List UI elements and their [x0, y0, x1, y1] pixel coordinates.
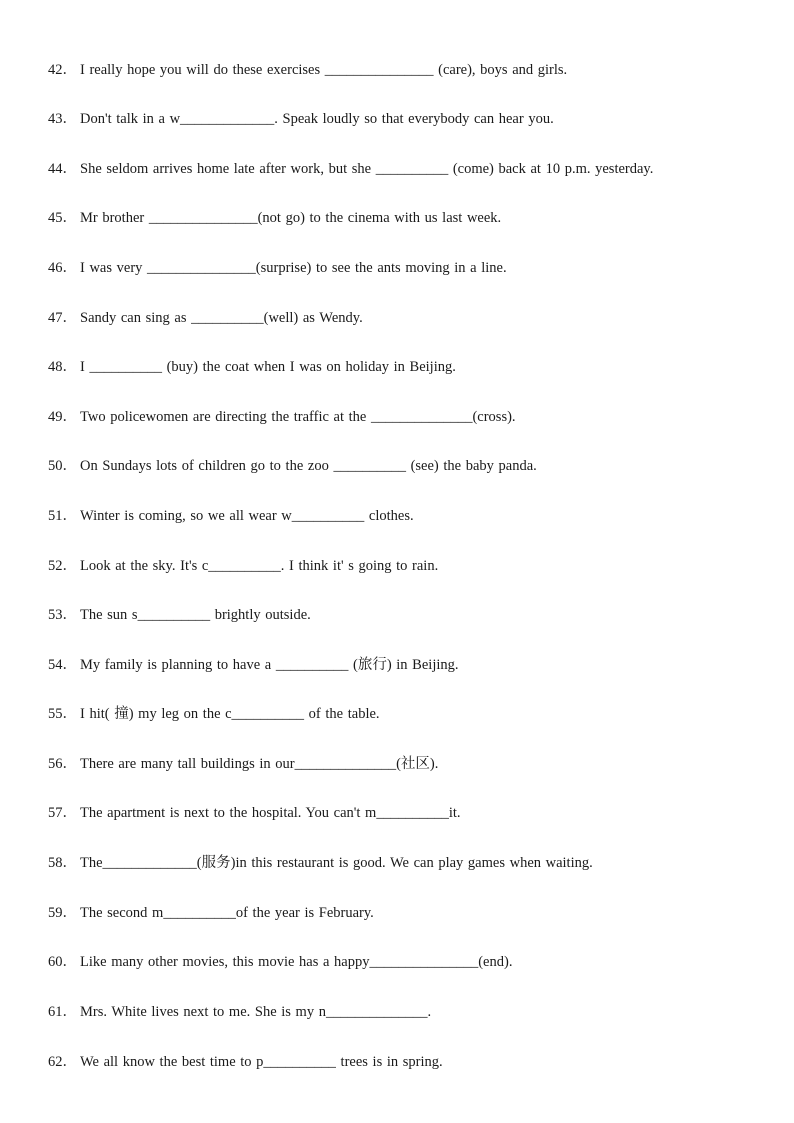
question-text: The apartment is next to the hospital. You can't m__________it. [80, 805, 461, 821]
question-51 [48, 504, 414, 528]
question-text: We all know the best time to p__________ trees is in spring. [80, 1054, 443, 1070]
question-number: 54． [48, 657, 77, 673]
question-49 [48, 405, 516, 429]
question-number: 56． [48, 756, 77, 772]
question-number: 53． [48, 607, 77, 623]
question-number: 52． [48, 558, 77, 574]
question-text: Winter is coming, so we all wear w__________ clothes. [80, 508, 414, 524]
question-47 [48, 306, 363, 330]
question-number: 44． [48, 161, 77, 177]
question-text: The_____________(服务)in this restaurant is good. We can play games when waiting. [80, 855, 593, 871]
question-number: 59． [48, 905, 77, 921]
question-57 [48, 801, 461, 825]
question-62 [48, 1050, 443, 1074]
question-number: 43． [48, 111, 77, 127]
question-text: Look at the sky. It's c__________. I think it' s going to rain. [80, 558, 439, 574]
question-text: She seldom arrives home late after work, but she __________ (come) back at 10 p.m. yesterday. [80, 161, 654, 177]
question-56 [48, 752, 438, 776]
question-44 [48, 157, 653, 181]
question-text: Mr brother _______________(not go) to the cinema with us last week. [80, 210, 502, 226]
question-55 [48, 702, 380, 726]
question-43 [48, 107, 554, 131]
question-number: 62． [48, 1054, 77, 1070]
question-number: 42． [48, 62, 77, 78]
question-48 [48, 355, 456, 379]
question-61 [48, 1000, 431, 1024]
question-text: I was very _______________(surprise) to see the ants moving in a line. [80, 260, 507, 276]
question-number: 57． [48, 805, 77, 821]
question-45 [48, 206, 501, 230]
question-text: Two policewomen are directing the traffic at the ______________(cross). [80, 409, 516, 425]
question-text: I hit( 撞) my leg on the c__________ of the table. [80, 706, 380, 722]
question-number: 51． [48, 508, 77, 524]
question-number: 46． [48, 260, 77, 276]
question-number: 45． [48, 210, 77, 226]
question-54 [48, 653, 459, 677]
question-text: I __________ (buy) the coat when I was on holiday in Beijing. [80, 359, 456, 375]
question-text: Don't talk in a w_____________. Speak loudly so that everybody can hear you. [80, 111, 554, 127]
question-number: 55． [48, 706, 77, 722]
question-58 [48, 851, 593, 875]
question-number: 47． [48, 310, 77, 326]
question-53 [48, 603, 311, 627]
question-number: 49． [48, 409, 77, 425]
question-text: I really hope you will do these exercises _______________ (care), boys and girls. [80, 62, 568, 78]
question-text: Like many other movies, this movie has a happy_______________(end). [80, 954, 513, 970]
question-60 [48, 950, 512, 974]
question-50 [48, 454, 537, 478]
question-number: 48． [48, 359, 77, 375]
question-text: The second m__________of the year is February. [80, 905, 374, 921]
question-59 [48, 901, 374, 925]
question-text: Sandy can sing as __________(well) as Wendy. [80, 310, 363, 326]
question-text: There are many tall buildings in our______________(社区). [80, 756, 439, 772]
question-number: 61． [48, 1004, 77, 1020]
question-46 [48, 256, 507, 280]
question-text: On Sundays lots of children go to the zoo __________ (see) the baby panda. [80, 458, 537, 474]
question-text: My family is planning to have a __________ (旅行) in Beijing. [80, 657, 459, 673]
question-number: 60． [48, 954, 77, 970]
question-number: 58． [48, 855, 77, 871]
question-42 [48, 58, 567, 82]
question-number: 50． [48, 458, 77, 474]
question-text: The sun s__________ brightly outside. [80, 607, 311, 623]
question-text: Mrs. White lives next to me. She is my n______________. [80, 1004, 432, 1020]
question-52 [48, 554, 438, 578]
